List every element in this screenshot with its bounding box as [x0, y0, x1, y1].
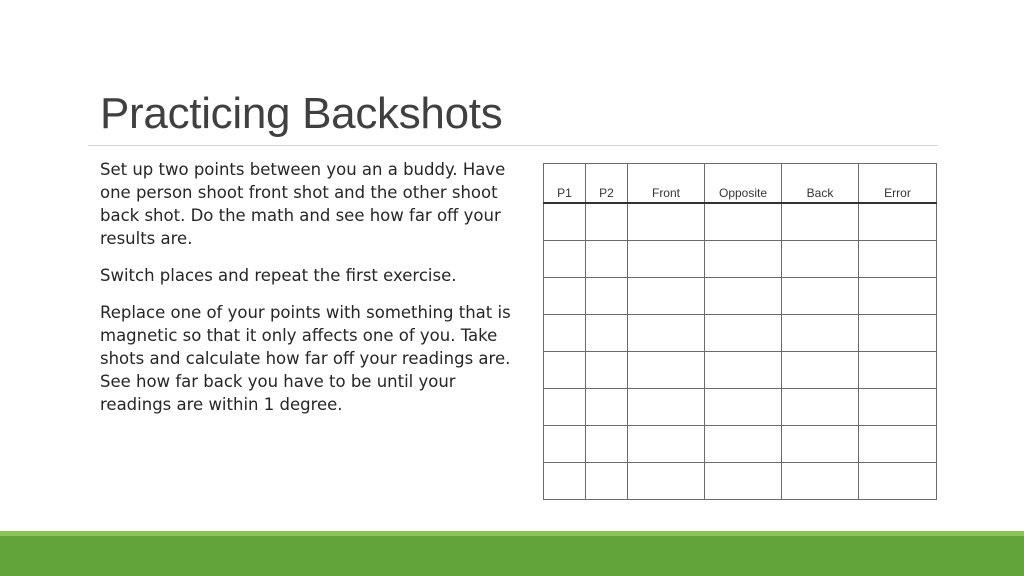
- table-cell: [628, 315, 705, 352]
- table-cell: [586, 463, 628, 500]
- table-cell: [586, 278, 628, 315]
- title-divider: [88, 145, 938, 146]
- header-p2: P2: [586, 164, 628, 204]
- body-text: [100, 158, 520, 430]
- table-row: [544, 426, 937, 463]
- table-cell: [586, 315, 628, 352]
- paragraph-switch: Switch places and repeat the first exercise.: [100, 266, 457, 285]
- table-cell: [544, 352, 586, 389]
- table-cell: [544, 463, 586, 500]
- table-cell: [782, 352, 859, 389]
- table-cell: [586, 352, 628, 389]
- table-cell: [782, 426, 859, 463]
- table-cell: [544, 203, 586, 241]
- table-cell: [859, 203, 937, 241]
- table-cell: [705, 389, 782, 426]
- table-cell: [705, 203, 782, 241]
- table-header-row: [544, 164, 937, 204]
- table-cell: [628, 389, 705, 426]
- table-cell: [705, 463, 782, 500]
- paragraph-setup: Set up two points between you an a buddy. Have one person shoot front shot and the other shoot back shot. Do the math and see how far off your results are.: [100, 160, 506, 248]
- table-cell: [628, 203, 705, 241]
- table-cell: [628, 352, 705, 389]
- table-row: [544, 463, 937, 500]
- table-cell: [628, 241, 705, 278]
- table-cell: [782, 389, 859, 426]
- table-cell: [705, 278, 782, 315]
- table-cell: [586, 389, 628, 426]
- table-row: [544, 278, 937, 315]
- table-cell: [705, 315, 782, 352]
- table-cell: [544, 315, 586, 352]
- table-cell: [628, 463, 705, 500]
- table-cell: [586, 203, 628, 241]
- header-p1: P1: [544, 164, 586, 204]
- table-row: [544, 315, 937, 352]
- table-cell: [705, 352, 782, 389]
- table-cell: [859, 352, 937, 389]
- table-cell: [705, 426, 782, 463]
- table-row: [544, 203, 937, 241]
- header-error: Error: [859, 164, 937, 204]
- table-cell: [859, 389, 937, 426]
- table-row: [544, 352, 937, 389]
- table-cell: [544, 426, 586, 463]
- data-table: [543, 163, 937, 500]
- table-cell: [628, 278, 705, 315]
- table-cell: [782, 241, 859, 278]
- table-cell: [859, 426, 937, 463]
- table-cell: [782, 278, 859, 315]
- table-cell: [782, 463, 859, 500]
- table-cell: [859, 463, 937, 500]
- table-cell: [859, 278, 937, 315]
- table-cell: [586, 426, 628, 463]
- table-cell: [544, 278, 586, 315]
- table-row: [544, 241, 937, 278]
- paragraph-magnetic: Replace one of your points with something that is magnetic so that it only affects one of you. Take shots and calculate how far off your readings are. See how far back you have to be until your readings are within 1 degree.: [100, 303, 511, 414]
- header-back: Back: [782, 164, 859, 204]
- table-cell: [705, 241, 782, 278]
- table-cell: [782, 315, 859, 352]
- table-cell: [544, 389, 586, 426]
- table-row: [544, 389, 937, 426]
- footer-band-highlight: [0, 531, 1024, 536]
- header-front: Front: [628, 164, 705, 204]
- footer-band: [0, 531, 1024, 576]
- slide-title: Practicing Backshots: [100, 89, 503, 138]
- table-cell: [859, 241, 937, 278]
- table-body: [544, 203, 937, 500]
- table-cell: [782, 203, 859, 241]
- table-cell: [586, 241, 628, 278]
- table-cell: [628, 426, 705, 463]
- header-opposite: Opposite: [705, 164, 782, 204]
- table-cell: [859, 315, 937, 352]
- table-cell: [544, 241, 586, 278]
